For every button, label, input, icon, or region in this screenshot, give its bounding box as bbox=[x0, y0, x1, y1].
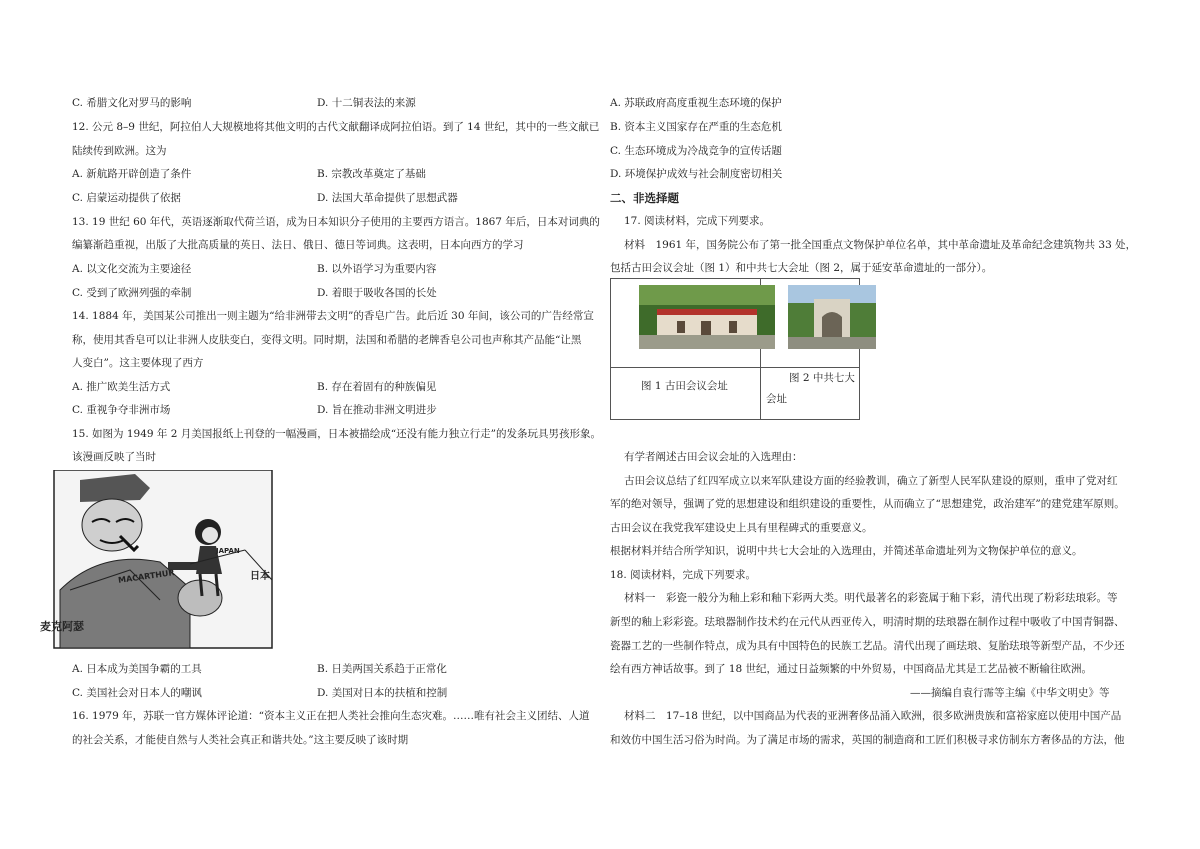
q17-question: 根据材料并结合所学知识，说明中共七大会址的入选理由，并简述革命遗址列为文物保护单位的意义。 bbox=[610, 545, 1083, 557]
q12-option-a[interactable]: A. 新航路开辟创造了条件 bbox=[72, 168, 192, 180]
q11-option-c[interactable]: C. 希腊文化对罗马的影响 bbox=[72, 97, 192, 109]
q14-option-b[interactable]: B. 存在着固有的种族偏见 bbox=[317, 381, 437, 393]
q17-title: 17. 阅读材料，完成下列要求。 bbox=[624, 215, 771, 227]
q13-option-d[interactable]: D. 着眼于吸收各国的长处 bbox=[317, 287, 437, 299]
q18-material2-line1: 材料二 17–18 世纪，以中国商品为代表的亚洲奢侈品涌入欧洲，很多欧洲贵族和富裕家庭以使用中国产品 bbox=[624, 710, 1122, 722]
figure-table bbox=[610, 278, 860, 420]
q11-option-d[interactable]: D. 十二铜表法的来源 bbox=[317, 97, 416, 109]
cartoon-label-japan: JAPAN bbox=[216, 547, 240, 555]
q13-stem-line2: 编纂渐趋重视，出版了大批高质量的英日、法日、俄日、德日等词典。这表明，日本向西方的学习 bbox=[72, 239, 524, 251]
q18-title: 18. 阅读材料，完成下列要求。 bbox=[610, 569, 757, 581]
q14-stem-line1: 14. 1884 年，美国某公司推出一则主题为“给非洲带去文明”的香皂广告。此后近 30 年间，该公司的广告经常宣 bbox=[72, 310, 594, 322]
q17-scholar-line2: 军的绝对领导，强调了党的思想建设和组织建设的重要性，从而确立了“思想建党，政治建军”的建党建军原则。 bbox=[610, 498, 1125, 510]
section-heading: 二、非选择题 bbox=[610, 191, 679, 205]
q14-stem-line3: 人变白”。这主要体现了西方 bbox=[72, 357, 204, 369]
q16-option-b[interactable]: B. 资本主义国家存在严重的生态危机 bbox=[610, 121, 782, 133]
figure2-caption-line1: 图 2 中共七大 bbox=[789, 372, 855, 384]
q13-option-b[interactable]: B. 以外语学习为重要内容 bbox=[317, 263, 437, 275]
q17-scholar-line1: 古田会议总结了红四军成立以来军队建设方面的经验教训，确立了新型人民军队建设的原则，重申了党对红 bbox=[624, 475, 1118, 487]
q16-option-c[interactable]: C. 生态环境成为冷战竞争的宣传话题 bbox=[610, 145, 782, 157]
cartoon-image bbox=[40, 470, 274, 650]
cartoon-label-riben: 日本 bbox=[250, 571, 270, 582]
q15-option-b[interactable]: B. 日美两国关系趋于正常化 bbox=[317, 663, 447, 675]
q18-material1-line2: 新型的釉上彩彩瓷。珐琅器制作技术约在元代从西亚传入，明清时期的珐琅器在制作过程中吸收了中国青铜器、 bbox=[610, 616, 1125, 628]
cartoon-label-maikease: 麦克阿瑟 bbox=[40, 620, 84, 633]
q14-option-a[interactable]: A. 推广欧美生活方式 bbox=[72, 381, 171, 393]
q17-material-line2: 包括古田会议会址（图 1）和中共七大会址（图 2，属于延安革命遗址的一部分）。 bbox=[610, 262, 993, 274]
q14-option-c[interactable]: C. 重视争夺非洲市场 bbox=[72, 404, 171, 416]
seventh-congress-site-photo bbox=[788, 285, 876, 349]
q12-option-d[interactable]: D. 法国大革命提供了思想武器 bbox=[317, 192, 458, 204]
q16-stem-line2: 的社会关系，才能使自然与人类社会真正和谐共处。”这主要反映了该时期 bbox=[72, 734, 409, 746]
gutian-site-photo bbox=[639, 285, 775, 349]
q15-option-a[interactable]: A. 日本成为美国争霸的工具 bbox=[72, 663, 202, 675]
q15-stem-line1: 15. 如图为 1949 年 2 月美国报纸上刊登的一幅漫画，日本被描绘成“还没有能力独立行走”的发条玩具男孩形象。 bbox=[72, 428, 602, 440]
q15-option-c[interactable]: C. 美国社会对日本人的嘲讽 bbox=[72, 687, 202, 699]
q17-scholar-line3: 古田会议在我党我军建设史上具有里程碑式的重要意义。 bbox=[610, 522, 873, 534]
q18-material1-line4: 绘有西方神话故事。到了 18 世纪，通过日益频繁的中外贸易，中国商品尤其是工艺品被不断输往欧洲。 bbox=[610, 663, 1093, 675]
q16-option-d[interactable]: D. 环境保护成效与社会制度密切相关 bbox=[610, 168, 783, 180]
q12-option-b[interactable]: B. 宗教改革奠定了基础 bbox=[317, 168, 426, 180]
figure1-caption: 图 1 古田会议会址 bbox=[641, 380, 728, 392]
q13-option-a[interactable]: A. 以文化交流为主要途径 bbox=[72, 263, 192, 275]
q18-material1-line3: 瓷器工艺的一些制作特点，成为具有中国特色的民族工艺品。清代出现了画珐琅、复胎珐琅等新型产品，不少还 bbox=[610, 640, 1125, 652]
q14-stem-line2: 称，使用其香皂可以让非洲人皮肤变白，变得文明。同时期，法国和希腊的老牌香皂公司也声称其产品能“让黑 bbox=[72, 334, 582, 346]
q17-material-line1: 材料 1961 年，国务院公布了第一批全国重点文物保护单位名单，其中革命遗址及革命纪念建筑物共 33 处， bbox=[624, 239, 1137, 251]
q12-stem-line1: 12. 公元 8–9 世纪，阿拉伯人大规模地将其他文明的古代文献翻译成阿拉伯语。到了 14 世纪，其中的一些文献已 bbox=[72, 121, 600, 133]
q18-source: ——摘编自袁行霈等主编《中华文明史》等 bbox=[910, 687, 1110, 699]
q17-scholar-intro: 有学者阐述古田会议会址的入选理由： bbox=[624, 451, 803, 463]
q15-stem-line2: 该漫画反映了当时 bbox=[72, 451, 156, 463]
q13-option-c[interactable]: C. 受到了欧洲列强的牵制 bbox=[72, 287, 192, 299]
cartoon-label-macarthur: MACARTHUR bbox=[117, 568, 176, 585]
q14-option-d[interactable]: D. 旨在推动非洲文明进步 bbox=[317, 404, 437, 416]
q12-option-c[interactable]: C. 启蒙运动提供了依据 bbox=[72, 192, 181, 204]
q18-material2-line2: 和效仿中国生活习俗为时尚。为了满足市场的需求，英国的制造商和工匠们积极寻求仿制东方奢侈品的方法，他 bbox=[610, 734, 1125, 746]
q13-stem-line1: 13. 19 世纪 60 年代，英语逐渐取代荷兰语，成为日本知识分子使用的主要西方语言。1867 年后，日本对词典的 bbox=[72, 216, 600, 228]
figure2-caption-line2: 会址 bbox=[766, 393, 787, 405]
q12-stem-line2: 陆续传到欧洲。这为 bbox=[72, 145, 167, 157]
q18-material1-line1: 材料一 彩瓷一般分为釉上彩和釉下彩两大类。明代最著名的彩瓷属于釉下彩，清代出现了粉彩珐琅彩。等 bbox=[624, 592, 1118, 604]
q16-stem-line1: 16. 1979 年，苏联一官方媒体评论道：“资本主义正在把人类社会推向生态灾难。……唯有社会主义团结、人道 bbox=[72, 710, 590, 722]
q16-option-a[interactable]: A. 苏联政府高度重视生态环境的保护 bbox=[610, 97, 782, 109]
q15-option-d[interactable]: D. 美国对日本的扶植和控制 bbox=[317, 687, 448, 699]
